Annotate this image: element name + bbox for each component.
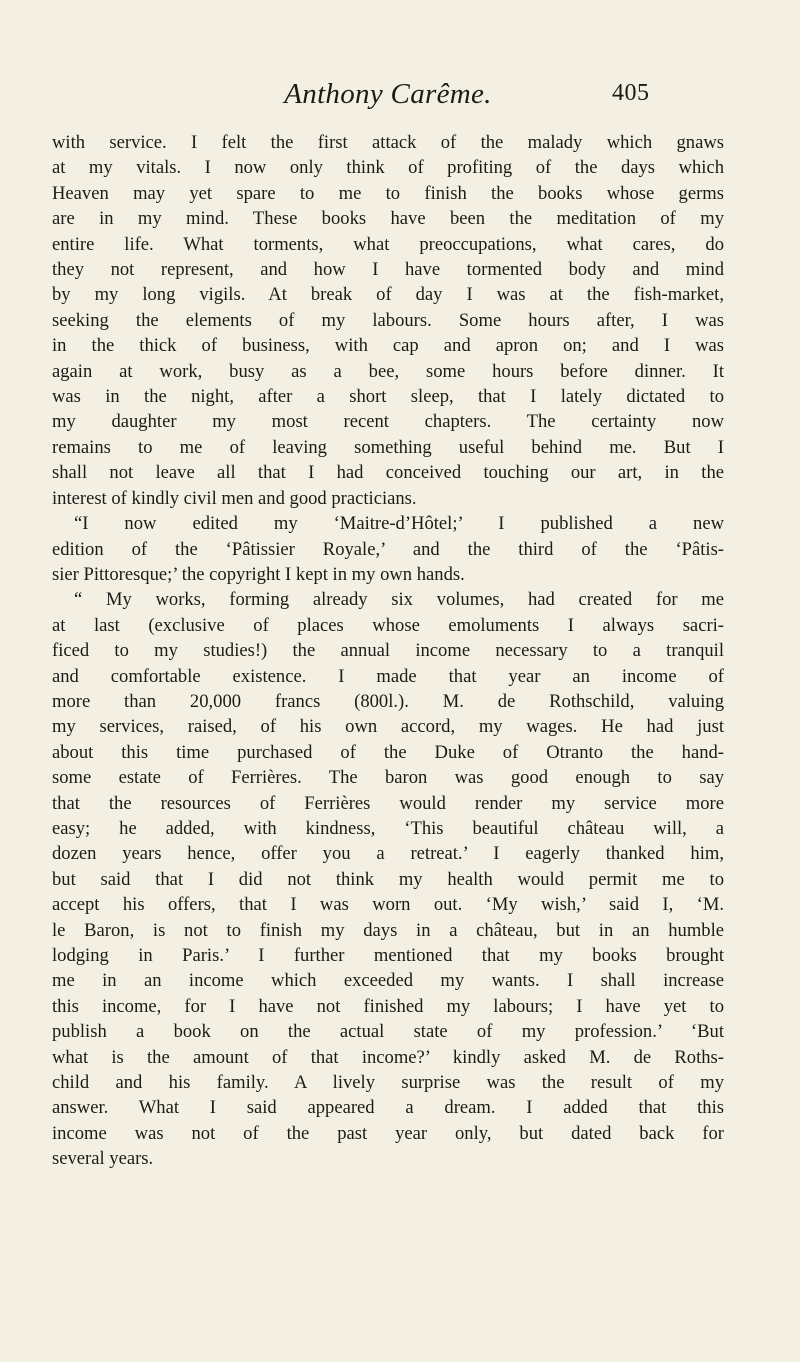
text-line: edition of the ‘Pâtissier Royale,’ and the third of the ‘Pâtis-: [52, 538, 724, 560]
running-head: [0, 78, 800, 118]
body-text: [52, 130, 724, 1172]
text-line: again at work, busy as a bee, some hours before dinner. It: [52, 360, 724, 382]
text-line: more than 20,000 francs (800l.). M. de Rothschild, valuing: [52, 690, 724, 712]
text-line: sier Pittoresque;’ the copyright I kept in my own hands.: [52, 563, 465, 585]
text-line: in the thick of business, with cap and apron on; and I was: [52, 335, 724, 357]
text-line: my services, raised, of his own accord, my wages. He had just: [52, 716, 724, 738]
text-line: that the resources of Ferrières would render my service more: [52, 792, 724, 814]
text-line: and comfortable existence. I made that year an income of: [52, 665, 724, 687]
paragraph-3: [52, 587, 724, 1171]
text-line: by my long vigils. At break of day I was at the fish-market,: [52, 284, 724, 306]
text-line: my daughter my most recent chapters. The certainty now: [52, 411, 724, 433]
text-line: dozen years hence, offer you a retreat.’ I eagerly thanked him,: [52, 843, 724, 865]
text-line: child and his family. A lively surprise was the result of my: [52, 1072, 724, 1094]
text-line: at last (exclusive of places whose emoluments I always sacri-: [52, 614, 724, 636]
page-number: 405: [612, 80, 650, 106]
text-line: income was not of the past year only, but dated back for: [52, 1122, 724, 1144]
text-line: seeking the elements of my labours. Some hours after, I was: [52, 309, 724, 331]
text-line: Heaven may yet spare to me to finish the books whose germs: [52, 182, 724, 204]
text-line: accept his offers, that I was worn out. ‘My wish,’ said I, ‘M.: [52, 894, 724, 916]
text-line: what is the amount of that income?’ kindly asked M. de Roths-: [52, 1046, 724, 1068]
text-line: they not represent, and how I have tormented body and mind: [52, 259, 724, 281]
text-line: me in an income which exceeded my wants. I shall increase: [52, 970, 724, 992]
text-line: lodging in Paris.’ I further mentioned that my books brought: [52, 945, 724, 966]
text-line: some estate of Ferrières. The baron was good enough to say: [52, 767, 724, 789]
text-line: “ My works, forming already six volumes, had created for me: [74, 589, 724, 611]
paragraph-2: [52, 511, 724, 587]
text-line: with service. I felt the first attack of the malady which gnaws: [52, 132, 724, 153]
text-line: le Baron, is not to finish my days in a château, but in an humble: [52, 919, 724, 941]
text-line: easy; he added, with kindness, ‘This beautiful château will, a: [52, 817, 724, 839]
text-line: this income, for I have not finished my labours; I have yet to: [52, 995, 724, 1017]
text-line: answer. What I said appeared a dream. I added that this: [52, 1097, 724, 1119]
text-line: at my vitals. I now only think of profiting of the days which: [52, 157, 724, 179]
text-line: was in the night, after a short sleep, that I lately dictated to: [52, 386, 724, 408]
text-line: entire life. What torments, what preoccupations, what cares, do: [52, 233, 724, 255]
text-line: are in my mind. These books have been the meditation of my: [52, 208, 724, 230]
text-line: publish a book on the actual state of my profession.’ ‘But: [52, 1021, 724, 1043]
text-line: ficed to my studies!) the annual income necessary to a tranquil: [52, 640, 724, 662]
running-title: Anthony Carême.: [284, 78, 492, 110]
paragraph-1: [52, 130, 724, 511]
text-line: about this time purchased of the Duke of Otranto the hand-: [52, 741, 724, 763]
text-line: “I now edited my ‘Maitre-d’Hôtel;’ I published a new: [74, 513, 724, 535]
text-line: interest of kindly civil men and good practicians.: [52, 487, 417, 509]
text-line: but said that I did not think my health would permit me to: [52, 868, 724, 890]
text-line: several years.: [52, 1148, 154, 1170]
text-line: remains to me of leaving something useful behind me. But I: [52, 436, 724, 458]
text-line: shall not leave all that I had conceived touching our art, in the: [52, 462, 724, 484]
